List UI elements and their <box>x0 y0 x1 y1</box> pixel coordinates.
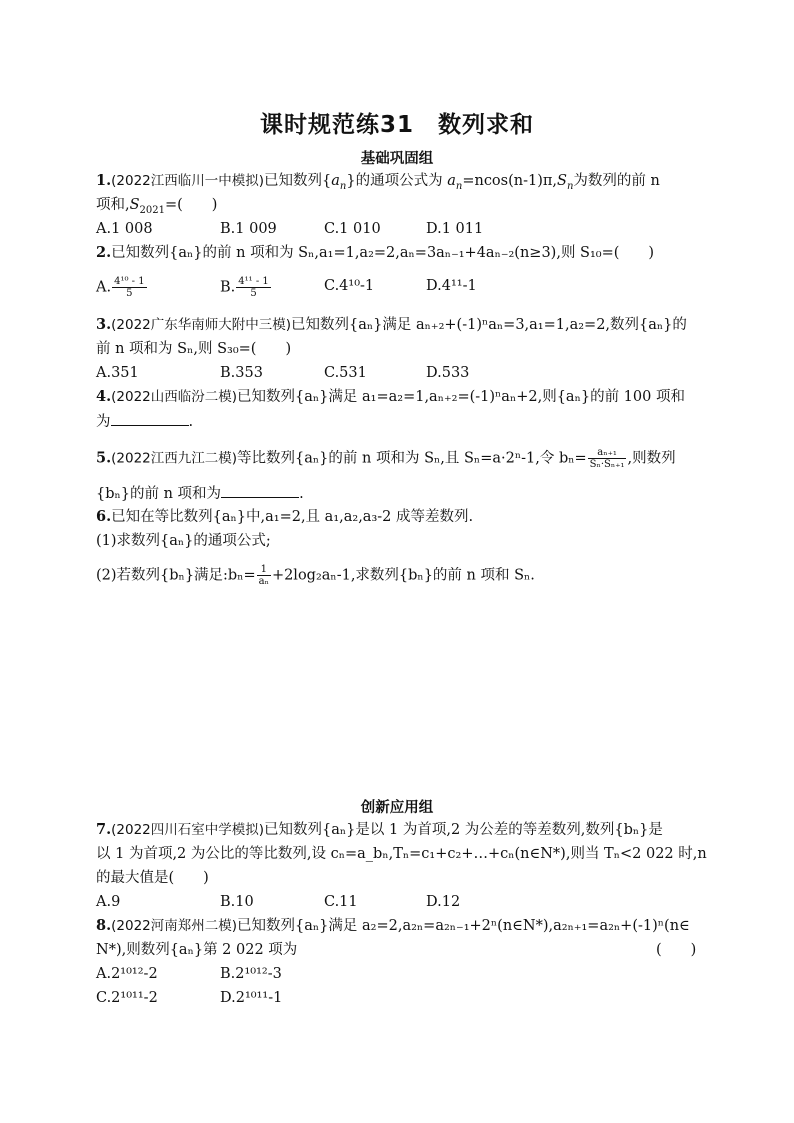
q5-line2: {bₙ}的前 n 项和为 <box>96 486 222 502</box>
q1-option-b[interactable]: B.1 009 <box>220 221 277 237</box>
q8-answer-paren: ( ) <box>656 942 697 958</box>
q8-option-b[interactable]: B.2¹⁰¹²-3 <box>220 966 282 982</box>
q5-answer-blank[interactable] <box>221 483 299 498</box>
page-title: 课时规范练31 数列求和 <box>259 112 534 138</box>
q1-option-a[interactable]: A.1 008 <box>96 221 153 237</box>
q8-option-d[interactable]: D.2¹⁰¹¹-1 <box>220 990 283 1006</box>
q1-number: 1. <box>96 172 112 189</box>
q2-optB-numerator: 4¹¹ - 1 <box>238 276 269 287</box>
q5-text: 等比数列{aₙ}的前 n 项和为 Sₙ,且 Sₙ=a·2ⁿ-1,令 bₙ= <box>237 450 587 467</box>
q8-option-a[interactable]: A.2¹⁰¹²-2 <box>96 966 158 982</box>
question-1: 1.(2022江西临川一中模拟)已知数列$\{a_n\}$的通项公式为 $a_n=ncos(n-1)\pi,S_n$为数列的前 n <box>96 172 660 192</box>
q1-formula: =ncos(n-1)π, <box>462 173 558 189</box>
q5-source: (2022江西九江二模) <box>111 450 238 467</box>
q6-part-1: (1)求数列{aₙ}的通项公式; <box>96 533 271 549</box>
q5-frac-denominator: Sₙ·Sₙ₊₁ <box>589 459 625 470</box>
q4-source: (2022山西临汾二模) <box>111 389 238 405</box>
q3-option-a[interactable]: A.351 <box>96 365 139 381</box>
q8-option-c[interactable]: C.2¹⁰¹¹-2 <box>96 990 158 1006</box>
q3-number: 3. <box>96 316 112 333</box>
q8-line2: N*),则数列{aₙ}第 2 022 项为 <box>96 942 298 958</box>
question-8-line2 <box>96 940 696 960</box>
q5-number: 5. <box>96 449 112 467</box>
q4-number: 4. <box>96 388 112 405</box>
q1-line2: 项和, <box>96 197 130 213</box>
q5-text-end: ,则数列 <box>627 450 676 467</box>
q7-number: 7. <box>96 821 112 838</box>
q6-part-2 <box>96 564 696 587</box>
q2-optB-denominator: 5 <box>250 288 257 299</box>
question-8 <box>96 916 696 936</box>
q8-number: 8. <box>96 917 112 934</box>
section-basic: 基础巩固组 <box>360 151 434 167</box>
q2-option-c[interactable]: C.4¹⁰-1 <box>324 278 375 294</box>
question-3-line2: 前 n 项和为 Sₙ,则 S₃₀=( ) <box>96 341 292 357</box>
q4-line2: 为 <box>96 414 111 430</box>
q8-options-row2 <box>96 988 696 1008</box>
q3-option-d[interactable]: D.533 <box>426 365 470 381</box>
q6-text: 已知在等比数列{aₙ}中,a₁=2,且 a₁,a₂,a₃-2 成等差数列. <box>111 509 474 525</box>
q1-text-a: 已知数列{ <box>264 173 332 189</box>
q2-option-b[interactable]: B. $\frac{\text{4¹¹ - 1}}{5}$ <box>220 276 269 299</box>
question-7-line2: 以 1 为首项,2 为公比的等比数列,设 cₙ=a_bₙ,Tₙ=c₁+c₂+…+cₙ(n∈N*),则当 Tₙ<2 022 时,n <box>96 846 707 862</box>
q1-option-d[interactable]: D.1 011 <box>426 221 484 237</box>
q7-source: (2022四川石室中学模拟) <box>111 822 265 838</box>
q3-option-b[interactable]: B.353 <box>220 365 263 381</box>
q1-options <box>96 219 696 239</box>
q3-options <box>96 363 696 383</box>
q6-p2-text-a: (2)若数列{bₙ}满足:bₙ= <box>96 567 256 584</box>
q6-number: 6. <box>96 508 112 525</box>
q7-option-d[interactable]: D.12 <box>426 894 461 910</box>
question-4 <box>96 387 696 407</box>
q6-frac-denominator: aₙ <box>258 576 269 587</box>
section-innovate: 创新应用组 <box>360 800 434 816</box>
q2-text: 已知数列{aₙ}的前 n 项和为 Sₙ,a₁=1,a₂=2,aₙ=3aₙ₋₁+4aₙ₋₂(n≥3),则 S₁₀=( ) <box>111 245 655 261</box>
q8-text: 已知数列{aₙ}满足 a₂=2,a₂ₙ=a₂ₙ₋₁+2ⁿ(n∈N*),a₂ₙ₊₁=a₂ₙ+(-1)ⁿ(n∈ <box>237 918 690 934</box>
question-3 <box>96 315 696 335</box>
q1-text-c: 为数列的前 n <box>573 173 660 189</box>
question-5-line2: {bₙ}的前 n 项和为 . <box>96 483 696 504</box>
q6-frac-numerator: 1 <box>257 564 271 576</box>
q3-option-c[interactable]: C.531 <box>324 365 367 381</box>
q7-option-c[interactable]: C.11 <box>324 894 358 910</box>
q8-source: (2022河南郑州二模) <box>111 918 238 934</box>
q2-number: 2. <box>96 244 112 261</box>
q1-source: (2022江西临川一中模拟) <box>111 173 265 189</box>
question-7 <box>96 820 696 840</box>
q7-option-b[interactable]: B.10 <box>220 894 254 910</box>
q2-optA-denominator: 5 <box>126 288 133 299</box>
q1-option-c[interactable]: C.1 010 <box>324 221 381 237</box>
q1-answer-paren: =( ) <box>165 197 218 213</box>
q7-options <box>96 892 696 912</box>
q8-options-row1 <box>96 964 696 984</box>
q3-text: 已知数列{aₙ}满足 aₙ₊₂+(-1)ⁿaₙ=3,a₁=1,a₂=2,数列{aₙ}的 <box>291 317 687 333</box>
q2-optA-numerator: 4¹⁰ - 1 <box>114 276 145 287</box>
q2-option-d[interactable]: D.4¹¹-1 <box>426 278 477 294</box>
question-7-line3: 的最大值是( ) <box>96 870 209 886</box>
q5-frac-numerator: aₙ₊₁ <box>588 447 627 459</box>
question-4-line2: 为 . <box>96 411 696 432</box>
question-1-line2: 项和$,S_{2021}=$( ) <box>96 197 218 216</box>
q7-option-a[interactable]: A.9 <box>96 894 121 910</box>
q4-answer-blank[interactable] <box>111 411 189 426</box>
q6-p2-text-b: +2log₂aₙ-1,求数列{bₙ}的前 n 项和 Sₙ. <box>271 567 535 584</box>
question-5 <box>96 447 696 470</box>
q2-options <box>96 276 696 299</box>
q1-text-b: }的通项公式为 <box>346 173 448 189</box>
q7-text: 已知数列{aₙ}是以 1 为首项,2 为公差的等差数列,数列{bₙ}是 <box>264 822 663 838</box>
q4-text: 已知数列{aₙ}满足 a₁=a₂=1,aₙ₊₂=(-1)ⁿaₙ+2,则{aₙ}的前 100 项和 <box>237 389 685 405</box>
q3-source: (2022广东华南师大附中三模) <box>111 317 292 333</box>
question-2 <box>96 243 696 263</box>
question-6 <box>96 507 696 527</box>
q2-option-a[interactable]: A. $\frac{\text{4¹⁰ - 1}}{5}$ <box>96 276 145 299</box>
